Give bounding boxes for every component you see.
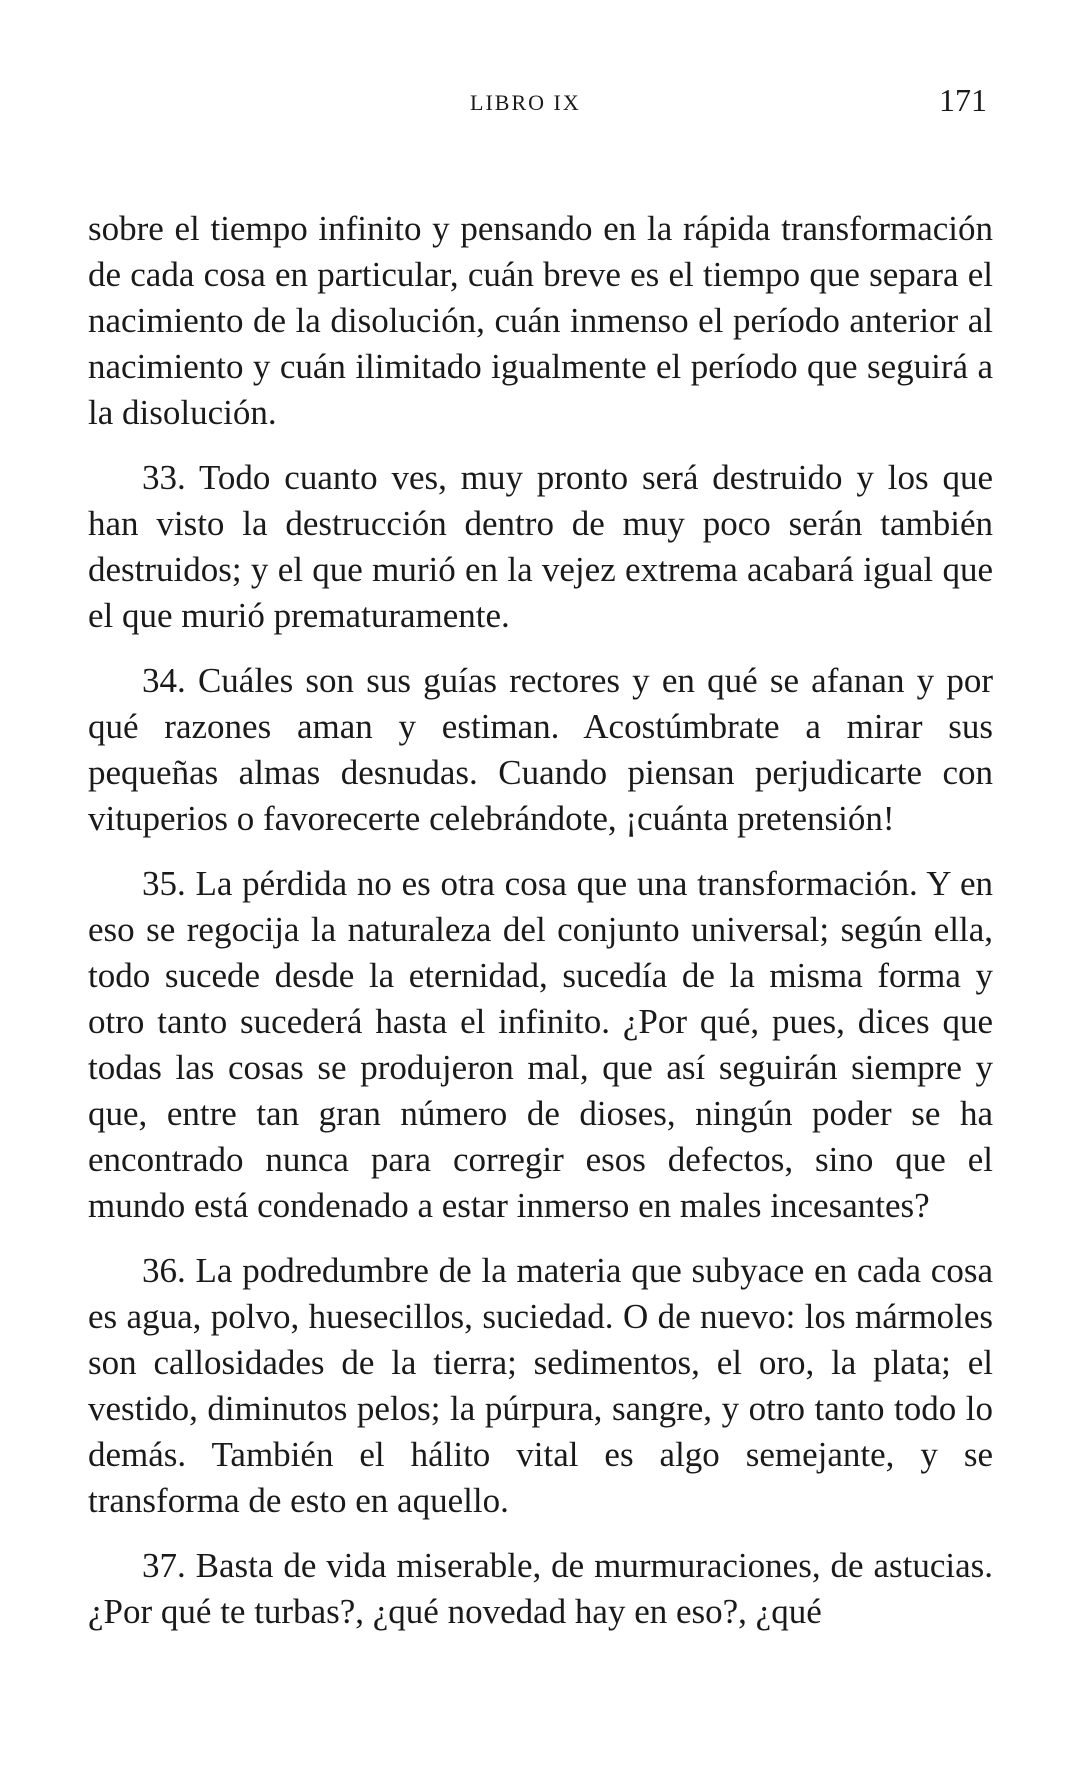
paragraph-continuation: sobre el tiempo infinito y pensando en la rápida transformación de cada cosa en particular, cuán breve es el tiempo que separa el nacimiento de la disolución, cuán inmenso el período anterior al nacimiento y cuán ilimitado igualmente el período que seguirá a la disolución. xyxy=(88,209,993,432)
paragraph-section-33: 33. Todo cuanto ves, muy pronto será destruido y los que han visto la destrucción dentro de muy poco serán también destruidos; y el que murió en la vejez extrema acabará igual que el que murió prematuramente. xyxy=(88,458,993,635)
page-header xyxy=(0,82,1080,126)
paragraph-section-37: 37. Basta de vida miserable, de murmuraciones, de astucias. ¿Por qué te turbas?, ¿qué novedad hay en eso?, ¿qué xyxy=(88,1546,993,1631)
body-text xyxy=(88,206,993,1654)
page-number: 171 xyxy=(939,82,987,118)
paragraph-section-34: 34. Cuáles son sus guías rectores y en qué se afanan y por qué razones aman y estiman. Acostúmbrate a mirar sus pequeñas almas desnudas. Cuando piensan perjudicarte con vituperios o favorecerte celebrándote, ¡cuánta pretensión! xyxy=(88,661,993,838)
paragraph-section-36: 36. La podredumbre de la materia que subyace en cada cosa es agua, polvo, huesecillos, suciedad. O de nuevo: los mármoles son callosidades de la tierra; sedimentos, el oro, la plata; el vestido, diminutos pelos; la púrpura, sangre, y otro tanto todo lo demás. También el hálito vital es algo semejante, y se transforma de esto en aquello. xyxy=(88,1251,993,1520)
running-head: LIBRO IX xyxy=(470,90,581,115)
paragraph-section-35: 35. La pérdida no es otra cosa que una transformación. Y en eso se regocija la naturaleza del conjunto universal; según ella, todo sucede desde la eternidad, sucedía de la misma forma y otro tanto sucederá hasta el infinito. ¿Por qué, pues, dices que todas las cosas se produjeron mal, que así seguirán siempre y que, entre tan gran número de dioses, ningún poder se ha encontrado nunca para corregir esos defectos, sino que el mundo está condenado a estar inmerso en males incesantes? xyxy=(88,864,993,1225)
